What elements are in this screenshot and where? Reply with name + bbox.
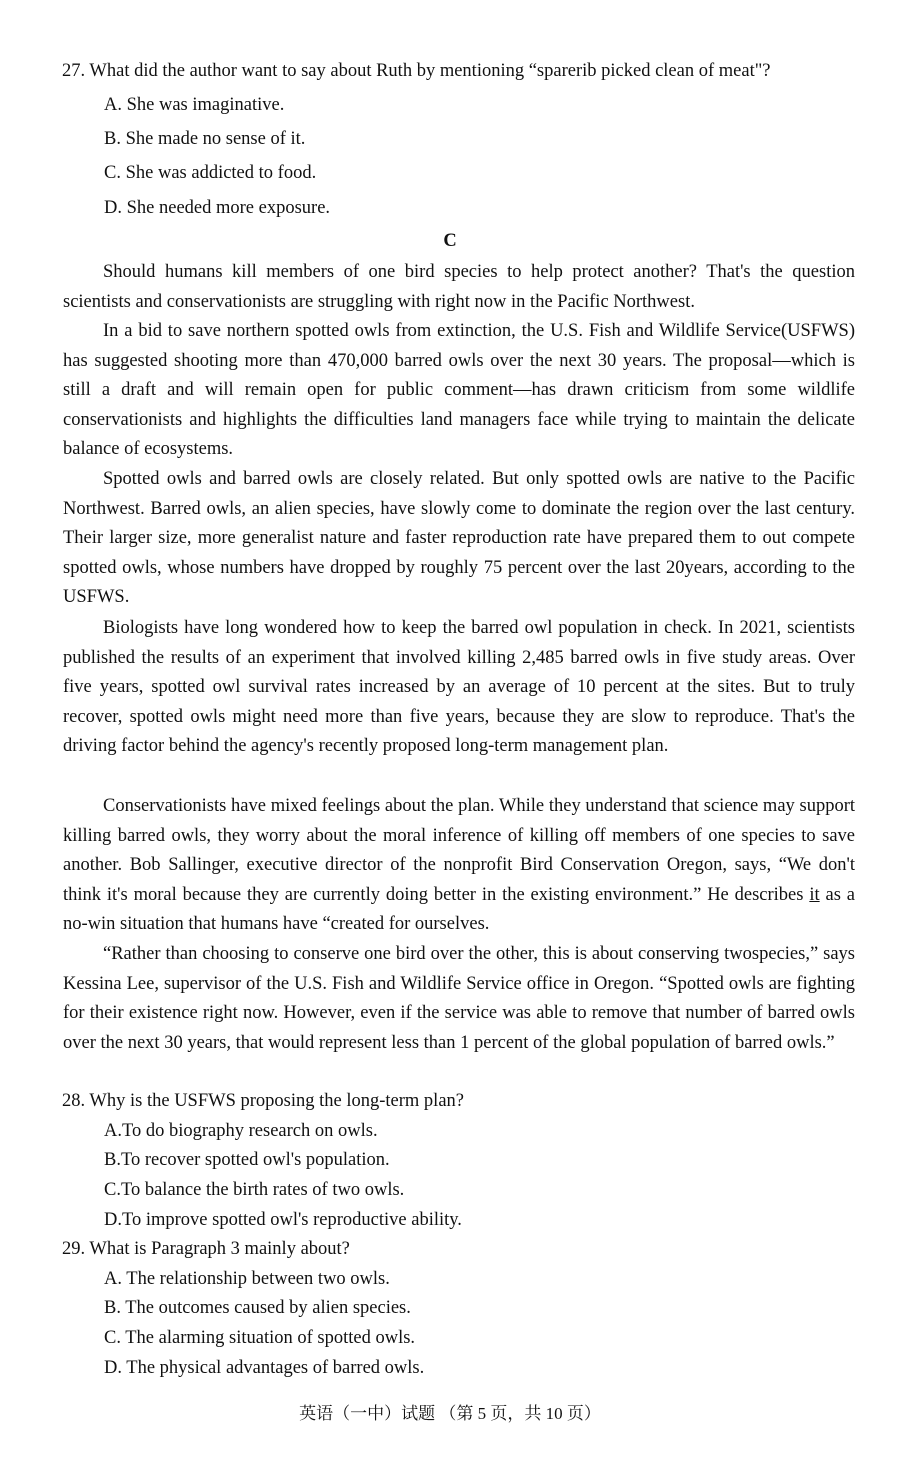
underlined-word-it: it [809, 884, 820, 905]
question-29-option-a: A. The relationship between two owls. [104, 1269, 390, 1289]
question-28-option-b: B.To recover spotted owl's population. [104, 1150, 390, 1170]
question-27-option-b: B. She made no sense of it. [104, 129, 306, 149]
passage-paragraph-3: Spotted owls and barred owls are closely related. But only spotted owls are native to the Pacific Northwest. Barred owls, an alien species, have slowly come to dominate the region over the last century. Their larger size, more generalist nature and faster reproduction rate have prepared them to out compete spotted owls, whose numbers have dropped by roughly 75 percent over the last 20years, according to the USFWS. [63, 469, 855, 608]
section-label: C [443, 231, 457, 251]
question-28-option-c: C.To balance the birth rates of two owls. [104, 1180, 405, 1200]
question-28-option-d: D.To improve spotted owl's reproductive ability. [104, 1210, 462, 1230]
question-28-stem: 28. Why is the USFWS proposing the long-term plan? [62, 1091, 464, 1111]
page-footer: 英语（一中）试题 （第 5 页，共 10 页） [299, 1404, 601, 1423]
paragraph-5-text-before: Conservationists have mixed feelings about the plan. While they understand that science may support killing barred owls, they worry about the moral inference of killing off members of one species to save another. Bob Sallinger, executive director of the nonprofit Bird Conservation Oregon, says, “We don't think it's moral because they are currently doing better in the existing environment.” He describes [63, 796, 855, 905]
passage-paragraph-2: In a bid to save northern spotted owls from extinction, the U.S. Fish and Wildlife Service(USFWS) has suggested shooting more than 470,000 barred owls over the next 30 years. The proposal—which is still a draft and will remain open for public comment—has drawn criticism from some wildlife conservationists and highlights the difficulties land managers face while trying to maintain the delicate balance of ecosystems. [63, 321, 855, 460]
question-27-stem: 27. What did the author want to say about Ruth by mentioning “sparerib picked clean of meat"? [62, 61, 771, 81]
question-28-option-a: A.To do biography research on owls. [104, 1121, 378, 1141]
question-29-option-d: D. The physical advantages of barred owls. [104, 1358, 425, 1378]
passage-paragraph-6: “Rather than choosing to conserve one bird over the other, this is about conserving twospecies,” says Kessina Lee, supervisor of the U.S. Fish and Wildlife Service office in Oregon. “Spotted owls are fighting for their existence right now. However, even if the service was able to remove that number of barred owls over the next 30 years, that would represent less than 1 percent of the global population of barred owls.” [63, 944, 855, 1053]
passage-paragraph-4: Biologists have long wondered how to keep the barred owl population in check. In 2021, scientists published the results of an experiment that involved killing 2,485 barred owls in five study areas. Over five years, spotted owl survival rates increased by an average of 10 percent at the sites. But to truly recover, spotted owls might need more than five years, because they are slow to reproduce. That's the driving factor behind the agency's recently proposed long-term management plan. [63, 618, 855, 757]
paragraph-5-text-after: as a no-win situation that humans have “created for ourselves. [63, 884, 855, 935]
passage-paragraph-5 [63, 792, 855, 940]
question-29-option-c: C. The alarming situation of spotted owls. [104, 1328, 416, 1348]
question-27-option-c: C. She was addicted to food. [104, 163, 317, 183]
passage-paragraph-1: Should humans kill members of one bird species to help protect another? That's the question scientists and conservationists are struggling with right now in the Pacific Northwest. [63, 262, 855, 312]
question-27-option-a: A. She was imaginative. [104, 95, 285, 115]
question-27-option-d: D. She needed more exposure. [104, 198, 331, 218]
question-29-option-b: B. The outcomes caused by alien species. [104, 1298, 411, 1318]
question-29-stem: 29. What is Paragraph 3 mainly about? [62, 1239, 350, 1259]
